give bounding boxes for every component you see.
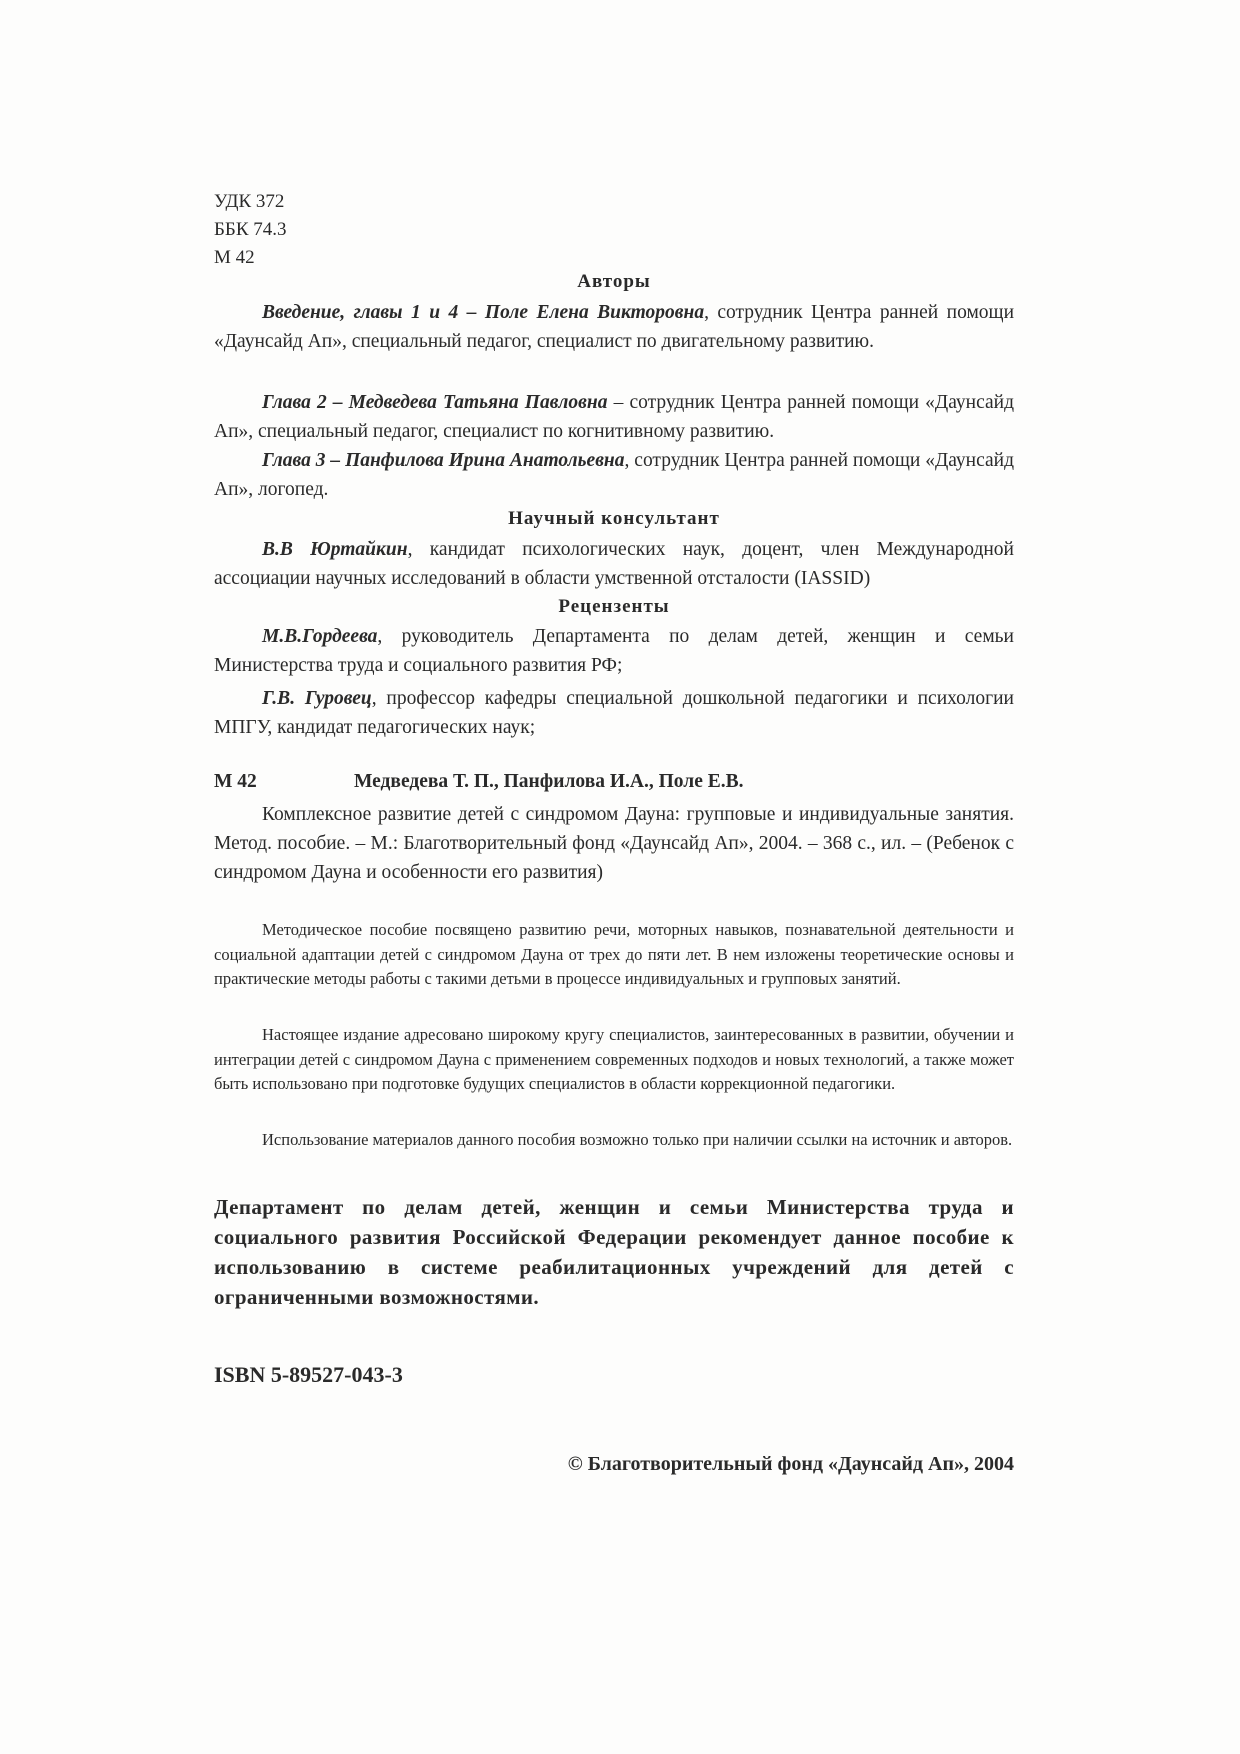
author-entry-lead: Глава 3 – Панфилова Ирина Анатольевна [262, 450, 625, 471]
reviewer-name: М.В.Гордеева [262, 626, 378, 647]
abstract-paragraph: Методическое пособие посвящено развитию речи, моторных навыков, познавательной деятельности и социальной адаптации детей с синдромом Дауна от трех до пяти лет. В нем изложены теоретические основы и практические методы работы с такими детьми в процессе индивидуальных и групповых занятий. [214, 920, 1014, 988]
consultant-text: , кандидат психологических наук, доцент, член Международной ассоциации научных исследований в области умственной отсталости (IASSID) [214, 539, 1014, 589]
abstract-paragraph: Настоящее издание адресовано широкому кругу специалистов, заинтересованных в развитии, обучении и интеграции детей с синдромом Дауна с применением современных подходов и новых технологий, а также может быть использовано при подготовке будущих специалистов в области коррекционной педагогики. [214, 1025, 1014, 1093]
consultant-heading: Научный консультант [508, 508, 720, 529]
author-entry [214, 446, 1014, 504]
reviewer-text: , профессор кафедры специальной дошкольной педагогики и психологии МПГУ, кандидат педагогических наук; [214, 688, 1014, 738]
reviewer-entry [214, 622, 1014, 680]
udk-code: УДК 372 [214, 191, 285, 212]
author-entry [214, 298, 1014, 356]
authors-heading: Авторы [577, 271, 651, 292]
author-entry [214, 388, 1014, 446]
bibliographic-heading [214, 771, 1014, 793]
bibliographic-description: Комплексное развитие детей с синдромом Дауна: групповые и индивидуальные занятия. Метод. пособие. – М.: Благотворительный фонд «Даунсайд Ап», 2004. – 368 с., ил. – (Ребенок с синдромом Дауна и особенности его развития) [214, 804, 1014, 883]
classification-codes [214, 188, 287, 272]
author-entry-text: , сотрудник Центра ранней помощи «Даунсайд Ап», специальный педагог, специалист по двигательному развитию. [214, 302, 1014, 352]
copyright: © Благотворительный фонд «Даунсайд Ап», 2004 [567, 1453, 1014, 1475]
consultant-entry [214, 535, 1014, 593]
reviewers-heading: Рецензенты [558, 596, 670, 617]
ministry-recommendation: Департамент по делам детей, женщин и семьи Министерства труда и социального развития Российской Федерации рекомендует данное пособие к использованию в системе реабилитационных учреждений для детей с ограниченными возможностями. [214, 1195, 1014, 1309]
author-entry-lead: Введение, главы 1 и 4 – Поле Елена Викторовна [262, 302, 705, 323]
author-mark: М 42 [214, 247, 255, 268]
reviewer-entry [214, 684, 1014, 742]
abstract-paragraph: Использование материалов данного пособия возможно только при наличии ссылки на источник и авторов. [262, 1130, 1013, 1149]
bibliographic-code: М 42 [214, 771, 257, 792]
isbn: ISBN 5-89527-043-3 [214, 1362, 403, 1387]
reviewer-name: Г.В. Гуровец [262, 688, 372, 709]
author-entry-text: , сотрудник Центра ранней помощи «Даунсайд Ап», логопед. [214, 450, 1015, 500]
author-entry-text: – сотрудник Центра ранней помощи «Даунсайд Ап», специальный педагог, специалист по когнитивному развитию. [214, 392, 1014, 442]
bibliographic-authors: Медведева Т. П., Панфилова И.А., Поле Е.В. [354, 771, 744, 792]
author-entry-lead: Глава 2 – Медведева Татьяна Павловна [262, 392, 608, 413]
bbk-code: ББК 74.3 [214, 219, 287, 240]
reviewer-text: , руководитель Департамента по делам детей, женщин и семьи Министерства труда и социального развития РФ; [214, 626, 1014, 676]
consultant-name: В.В Юртайкин [262, 539, 408, 560]
